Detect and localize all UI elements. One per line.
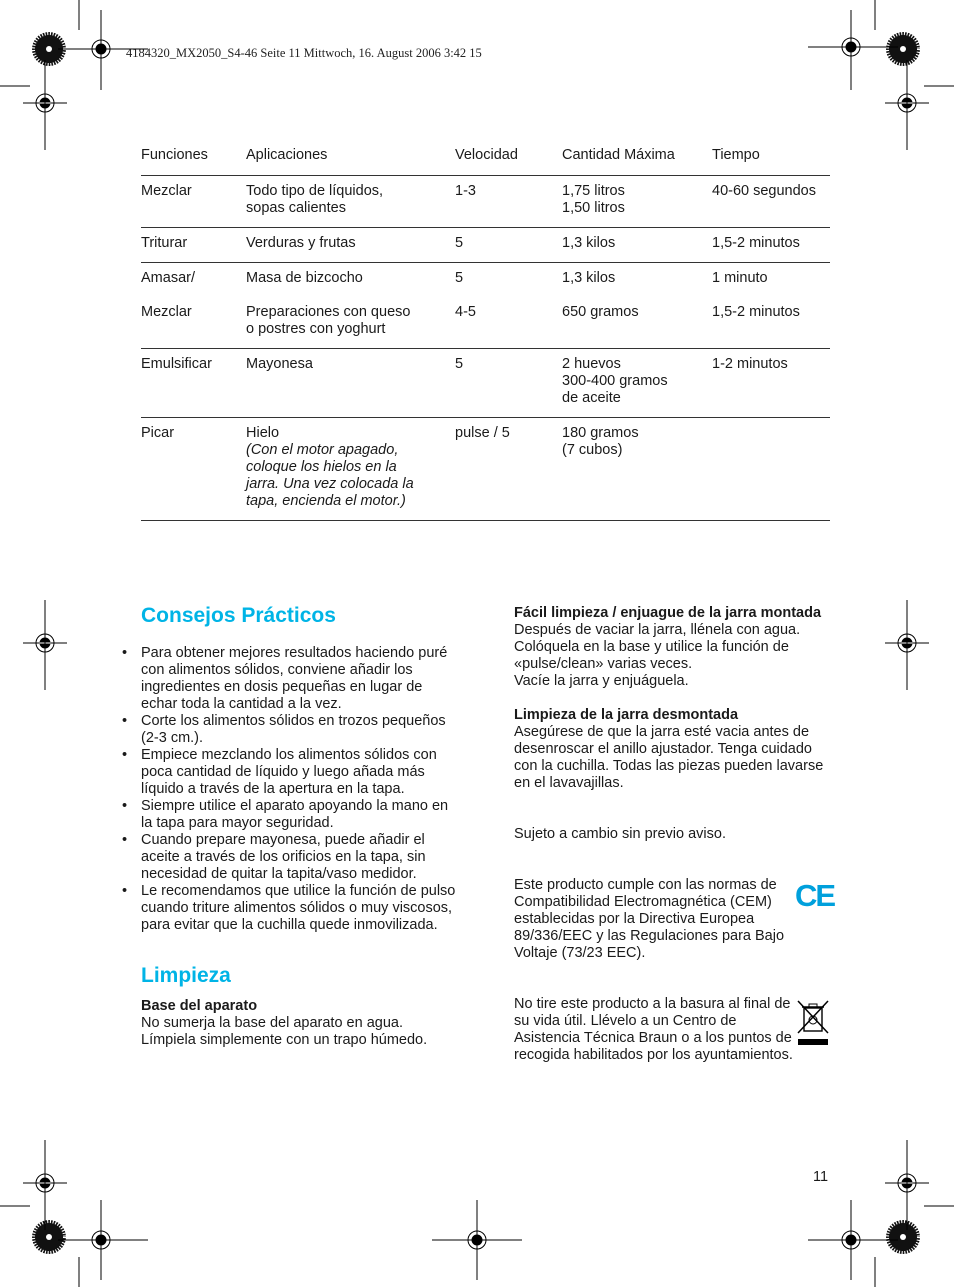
column-header: Tiempo [712,139,830,176]
application-note: (Con el motor apagado, coloque los hielos en la jarra. Una vez colocada la tapa, encienda el motor.) [246,442,414,509]
column-header: Funciones [141,139,246,176]
ce-mark-label: CE [795,878,835,913]
list-item-text: Cuando prepare mayonesa, puede añadir el aceite a través de los orificios en la tapa, sin necesidad de quitar la tapita/vaso medidor. [141,832,426,882]
table-cell: Mezclar [141,176,246,228]
bullet: • [122,798,128,814]
table-cell: 1,5-2 minutos [712,287,830,349]
bullet: • [122,832,128,848]
consejos-heading: Consejos Prácticos [141,604,336,627]
list-item-text: Corte los alimentos sólidos en trozos pequeños (2-3 cm.). [141,713,446,746]
table-cell: 40-60 segundos [712,176,830,228]
list-item [122,747,461,798]
table-cell: 5 [455,270,464,286]
table-cell: Emulsificar [141,349,246,418]
column-header: Aplicaciones [246,139,455,176]
table-row [141,349,830,418]
disposal-text: No tire este producto a la basura al final de su vida útil. Llévelo a un Centro de Asistencia Técnica Braun o a los puntos de recogida habilitados por los ayuntamientos. [514,996,793,1063]
base-text: No sumerja la base del aparato en agua. Límpiela simplemente con un trapo húmedo. [141,1015,428,1048]
bullet: • [122,645,128,661]
list-item [122,645,461,713]
list-item [122,832,461,883]
desmontada-title: Limpieza de la jarra desmontada [514,707,739,723]
bullet: • [122,883,128,899]
list-item-text: Empiece mezclando los alimentos sólidos con poca cantidad de líquido y luego añada más líquido a través de la apertura en la tapa. [141,747,437,797]
list-item [122,713,461,747]
table-cell: 1-2 minutos [712,349,830,418]
table-cell: 180 gramos (7 cubos) [562,418,712,521]
table-cell: Masa de bizcocho [246,270,363,286]
table-cell [246,418,455,521]
table-cell: 650 gramos [562,287,712,349]
table-cell: 5 [455,228,562,263]
list-item [122,798,461,832]
table-cell: 1,3 kilos [562,270,616,286]
table-cell: 2 huevos 300-400 gramos de aceite [562,349,712,418]
table-row [141,176,830,228]
application-text: Hielo [246,425,280,441]
table-cell: Preparaciones con queso o postres con yoghurt [246,287,455,349]
facil-title: Fácil limpieza / enjuague de la jarra montada [514,605,822,621]
table-row [141,263,830,288]
desmontada-text: Asegúrese de que la jarra esté vacia antes de desenroscar el anillo ajustador. Tenga cuidado con la cuchilla. Todas las piezas pueden lavarse en el lavavajillas. [514,724,824,791]
aviso-text: Sujeto a cambio sin previo aviso. [514,826,726,842]
table-row [141,418,830,521]
crossed-bin-icon [796,999,830,1047]
print-header: 4184320_MX2050_S4-46 Seite 11 Mittwoch, 16. August 2006 3:42 15 [126,46,482,60]
table-cell: 1,5-2 minutos [712,228,830,263]
bullet: • [122,747,128,763]
table-cell [712,418,830,521]
table-header-row [141,139,830,176]
left-column [122,603,461,1049]
list-item-text: Para obtener mejores resultados haciendo puré con alimentos sólidos, conviene añadir los ingredientes en dosis pequeñas en lugar de echar toda la cantidad a la vez. [141,645,448,712]
list-item [122,883,461,934]
table-row [141,287,830,349]
table-cell: 4-5 [455,287,562,349]
right-column [514,605,834,1064]
facil-text: Después de vaciar la jarra, llénela con agua. Colóquela en la base y utilice la función de «pulse/clean» varias veces. Vacíe la jarra y enjuáguela. [514,622,801,689]
column-header: Cantidad Máxima [562,139,712,176]
page-number: 11 [813,1169,829,1185]
table-cell: Verduras y frutas [246,228,455,263]
cem-text: Este producto cumple con las normas de Compatibilidad Electromagnética (CEM) establecidas por la Directiva Europea 89/336/EEC y las Regulaciones para Bajo Voltaje (73/23 EEC). [514,877,785,961]
limpieza-heading: Limpieza [141,964,231,987]
table-cell: 5 [455,349,562,418]
table-cell: Todo tipo de líquidos, sopas calientes [246,176,455,228]
bullet: • [122,713,128,729]
list-item-text: Siempre utilice el aparato apoyando la mano en la tapa para mayor seguridad. [141,798,449,831]
table-row [141,228,830,263]
table-cell: pulse / 5 [455,418,562,521]
table-cell: Picar [141,418,246,521]
table-cell: 1 minuto [712,270,768,286]
table-cell: 1,3 kilos [562,228,712,263]
table-cell: Mayonesa [246,349,455,418]
consejos-list [122,645,461,934]
column-header: Velocidad [455,139,562,176]
table-cell: 1,75 litros 1,50 litros [562,176,712,228]
table-cell: Mezclar [141,287,246,349]
table-cell: Triturar [141,228,246,263]
table-cell: Amasar/ [141,270,195,286]
table-cell: 1-3 [455,176,562,228]
speed-table [141,139,830,521]
ce-mark-icon [795,878,835,914]
base-title: Base del aparato [141,998,258,1014]
list-item-text: Le recomendamos que utilice la función de pulso cuando triture alimentos sólidos o muy viscosos, para evitar que la cuchilla quede inmovilizada. [141,883,456,933]
